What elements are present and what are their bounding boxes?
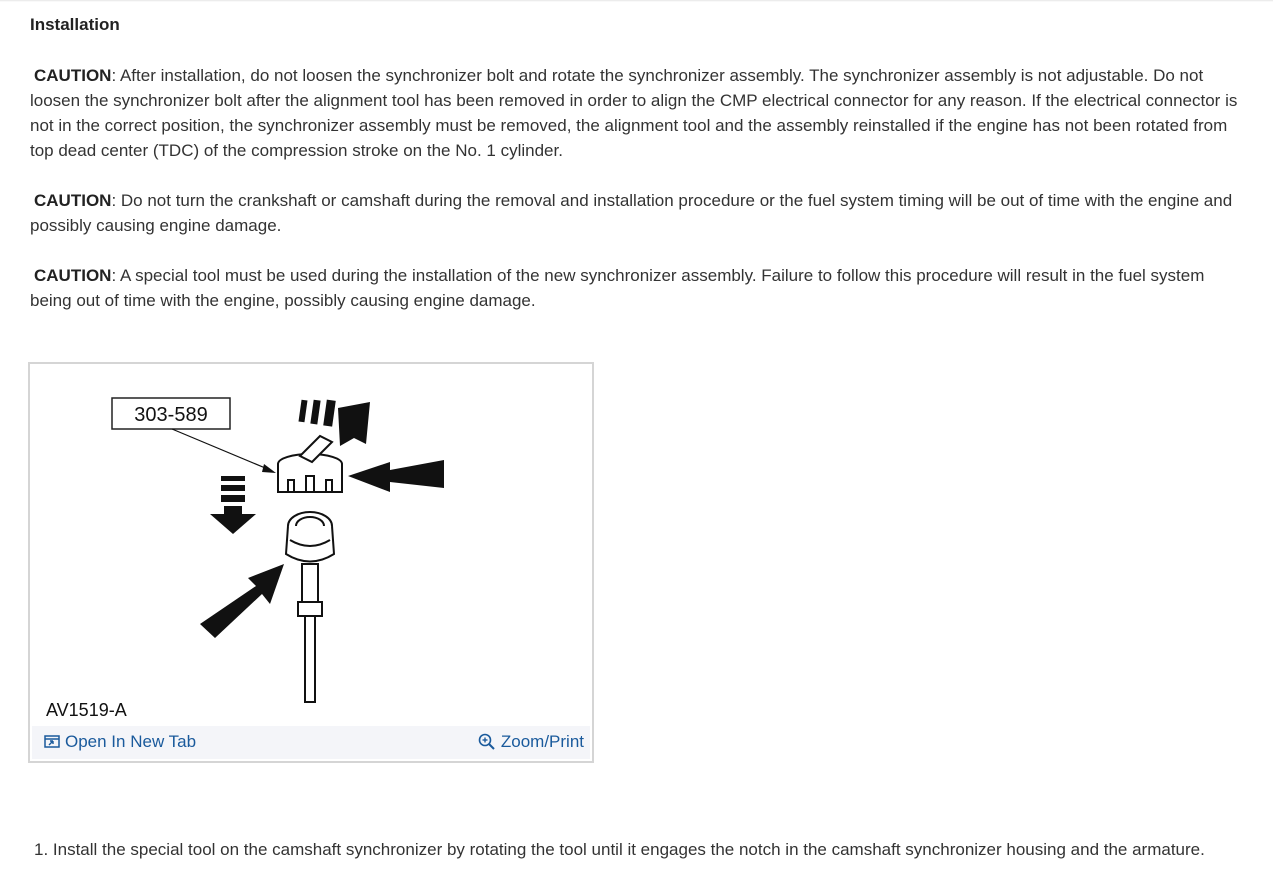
step-number: 1. [34, 840, 49, 859]
open-in-new-tab-link[interactable] [44, 732, 196, 752]
open-in-new-tab-label: Open In New Tab [65, 732, 197, 751]
alignment-tool [278, 436, 342, 492]
figure-footer [32, 726, 590, 759]
caution-label: CAUTION [34, 191, 112, 210]
zoom-print-label: Zoom/Print [500, 732, 584, 751]
synchronizer-illustration [30, 364, 592, 724]
caution-text: : A special tool must be used during the installation of the new synchronizer assembly. Failure to follow this procedure will result in the fuel system being out of time with the engine, possibly causing engine damage. [30, 266, 1205, 310]
figure-id: AV1519-A [46, 700, 127, 720]
caution-note [30, 188, 1250, 238]
caution-note [30, 263, 1250, 313]
caution-text: : After installation, do not loosen the synchronizer bolt and rotate the synchronizer assembly. The synchronizer assembly is not adjustable. Do not loosen the synchronizer bolt after the alignment tool has been removed in order to align the CMP electrical connector for any reason. If the electrical connector is not in the correct position, the synchronizer assembly must be removed, the alignment tool and the assembly reinstalled if the engine has not been rotated from top dead center (TDC) of the compression stroke on the No. 1 cylinder. [30, 66, 1238, 160]
step-text: Install the special tool on the camshaft synchronizer by rotating the tool until it engages the notch in the camshaft synchronizer housing and the armature. [48, 840, 1205, 859]
caution-note [30, 63, 1250, 163]
synchronizer-assembly [286, 512, 334, 702]
figure-panel [28, 362, 594, 763]
leader-arrowhead [262, 464, 276, 473]
section-title: Installation [30, 15, 120, 34]
zoom-print-link[interactable] [478, 732, 584, 752]
leader-line [172, 429, 270, 470]
caution-label: CAUTION [34, 266, 112, 285]
zoom-in-icon [478, 733, 496, 751]
step-item [30, 837, 1250, 862]
caution-text: : Do not turn the crankshaft or camshaft during the removal and installation procedure or the fuel system timing will be out of time with the engine and possibly causing engine damage. [30, 191, 1233, 235]
caution-label: CAUTION [34, 66, 112, 85]
open-new-tab-icon [44, 735, 60, 749]
top-divider [0, 0, 1273, 2]
tool-label: 303-589 [134, 404, 208, 426]
